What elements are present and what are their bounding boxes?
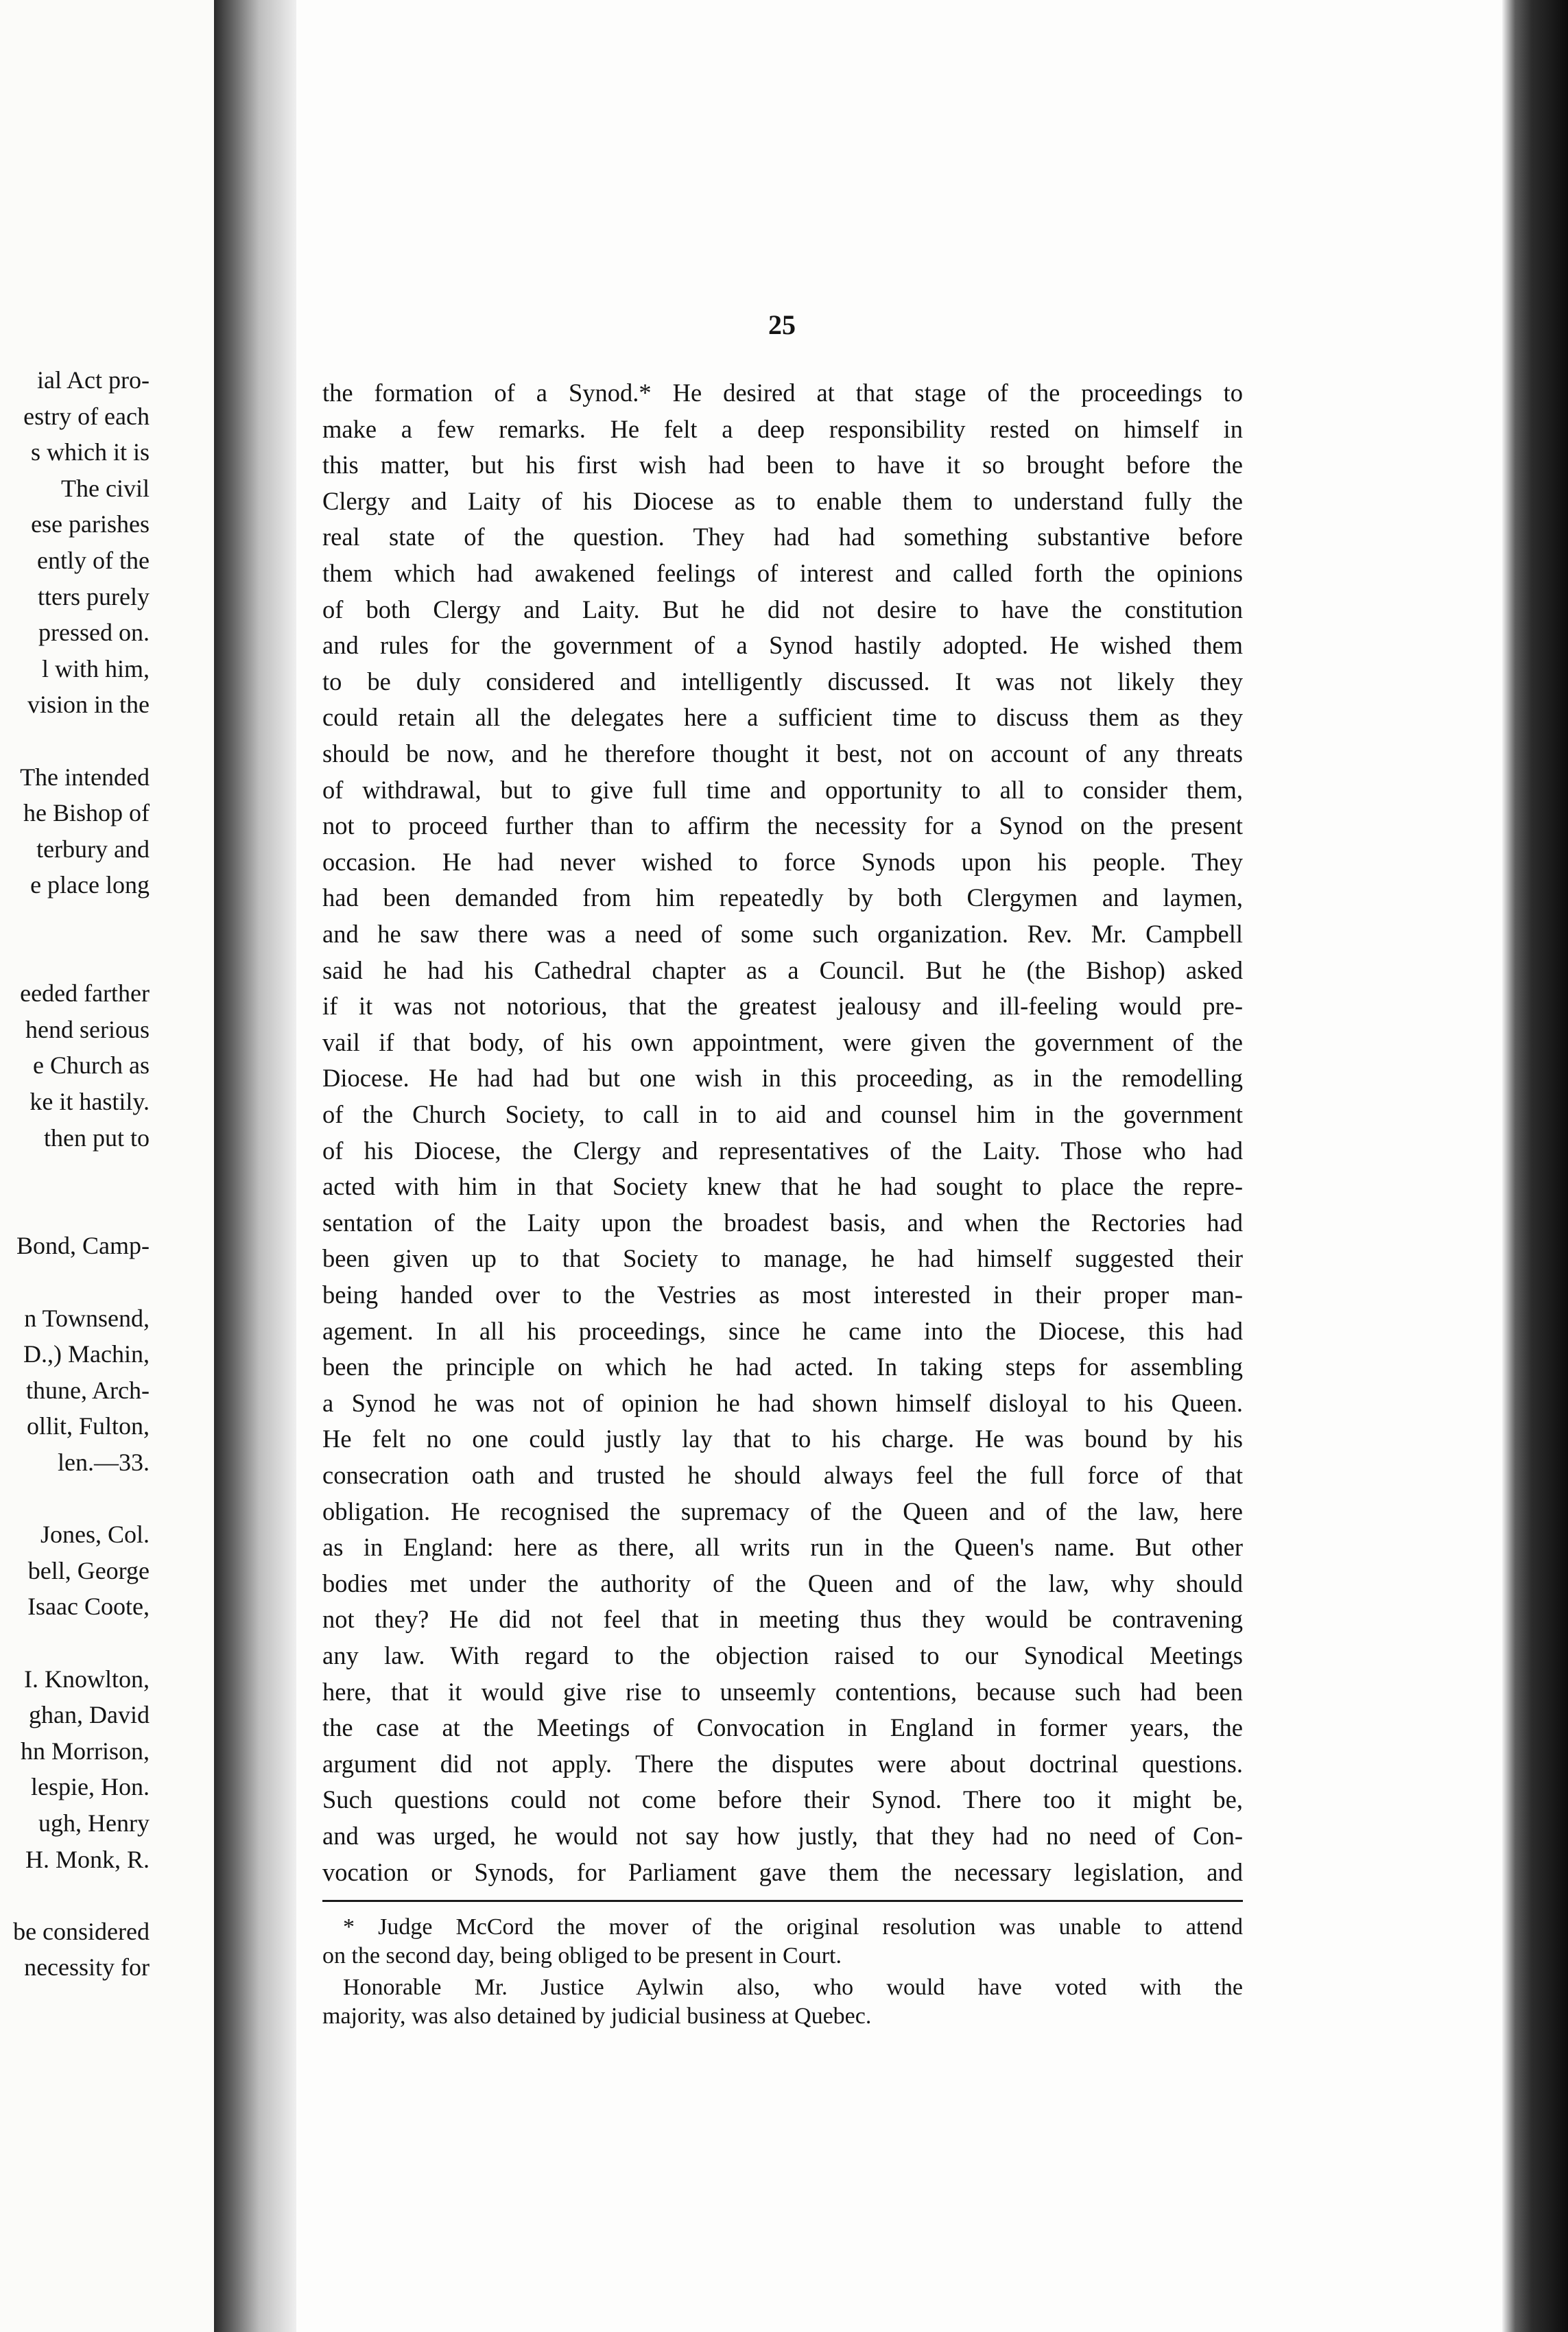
body-line: and was urged, he would not say how justly, that they had no need of Con- — [322, 1822, 1243, 1850]
left-page-line: e Church as — [33, 1051, 150, 1080]
left-page-line: lespie, Hon. — [31, 1773, 150, 1801]
left-page-line: The intended — [20, 763, 150, 791]
left-page-line: ese parishes — [31, 510, 150, 538]
body-line: had been demanded from him repeatedly by both Clergymen and laymen, — [322, 883, 1243, 912]
body-line: vail if that body, of his own appointment, were given the government of the — [322, 1027, 1243, 1056]
body-line: real state of the question. They had had something substantive before — [322, 523, 1243, 551]
body-line: obligation. He recognised the supremacy of the Queen and of the law, here — [322, 1497, 1243, 1525]
body-line: Diocese. He had had but one wish in this proceeding, as in the remodelling — [322, 1064, 1243, 1093]
footnote-line: on the second day, being obliged to be present in Court. — [322, 1943, 842, 1968]
body-line: a Synod he was not of opinion he had shown himself disloyal to his Queen. — [322, 1388, 1243, 1417]
left-page-line: Jones, Col. — [40, 1521, 150, 1549]
body-line: argument did not apply. There the disputes were about doctrinal questions. — [322, 1749, 1243, 1778]
left-page-line: then put to — [44, 1123, 150, 1152]
body-line: as in England: here as there, all writs run in the Queen's name. But other — [322, 1533, 1243, 1562]
left-page-line: ial Act pro- — [37, 366, 150, 394]
body-line: them which had awakened feelings of interest and called forth the opinions — [322, 559, 1243, 587]
left-page-line: eeded farther — [20, 979, 150, 1008]
body-line: bodies met under the authority of the Queen and of the law, why should — [322, 1569, 1243, 1597]
left-page-line: tters purely — [38, 582, 150, 610]
body-line: Such questions could not come before their Synod. There too it might be, — [322, 1785, 1243, 1814]
footnote-rule — [322, 1900, 1243, 1902]
left-page-line: hn Morrison, — [21, 1737, 150, 1765]
body-line: should be now, and he therefore thought it best, not on account of any threats — [322, 739, 1243, 768]
page-edge-shadow — [1502, 0, 1568, 2332]
body-line: said he had his Cathedral chapter as a Council. But he (the Bishop) asked — [322, 955, 1243, 984]
body-line: here, that it would give rise to unseemly contentions, because such had been — [322, 1677, 1243, 1706]
left-page-line: len.—33. — [58, 1449, 150, 1476]
left-page-line: s which it is — [30, 438, 150, 466]
body-line: Clergy and Laity of his Diocese as to enable them to understand fully the — [322, 486, 1243, 515]
body-line: could retain all the delegates here a sufficient time to discuss them as they — [322, 703, 1243, 732]
left-page-fragment — [0, 0, 214, 2332]
left-page-line: D.,) Machin, — [23, 1340, 150, 1368]
left-page-line: he Bishop of — [23, 799, 150, 827]
body-line: sentation of the Laity upon the broadest basis, and when the Rectories had — [322, 1208, 1243, 1237]
left-page-line: thune, Arch- — [26, 1376, 150, 1404]
body-line: of his Diocese, the Clergy and representatives of the Laity. Those who had — [322, 1136, 1243, 1165]
body-line: the case at the Meetings of Convocation in England in former years, the — [322, 1713, 1243, 1742]
body-line: make a few remarks. He felt a deep responsibility rested on himself in — [322, 414, 1243, 443]
book-gutter-shadow — [214, 0, 296, 2332]
left-page-line: terbury and — [36, 835, 150, 863]
left-page-line: estry of each — [23, 402, 150, 430]
left-page-line: e place long — [30, 871, 150, 899]
left-page-line: bell, George — [27, 1556, 150, 1584]
body-line: been given up to that Society to manage, he had himself suggested their — [322, 1244, 1243, 1273]
footnote-line: majority, was also detained by judicial business at Quebec. — [322, 2003, 872, 2029]
body-line: vocation or Synods, for Parliament gave them the necessary legislation, and — [322, 1857, 1243, 1886]
body-line: being handed over to the Vestries as most interested in their proper man- — [322, 1281, 1243, 1309]
left-page-line: n Townsend, — [24, 1304, 150, 1332]
body-line: and he saw there was a need of some such organization. Rev. Mr. Campbell — [322, 920, 1243, 948]
body-line: consecration oath and trusted he should always feel the full force of that — [322, 1461, 1243, 1489]
left-page-line: ugh, Henry — [38, 1809, 150, 1837]
left-page-line: H. Monk, R. — [25, 1845, 150, 1873]
body-line: agement. In all his proceedings, since he came into the Diocese, this had — [322, 1316, 1243, 1345]
body-line: He felt no one could justly lay that to his charge. He was bound by his — [322, 1425, 1243, 1453]
body-line: acted with him in that Society knew that he had sought to place the repre- — [322, 1172, 1243, 1201]
left-page-line: ghan, David — [29, 1701, 150, 1729]
left-page-line: l with him, — [41, 654, 150, 682]
body-line: the formation of a Synod.* He desired at that stage of the proceedings to — [322, 379, 1243, 407]
body-line: been the principle on which he had acted. In taking steps for assembling — [322, 1353, 1243, 1381]
footnote-line: Honorable Mr. Justice Aylwin also, who would have voted with the — [343, 1975, 1243, 2000]
footnote-line: * Judge McCord the mover of the original resolution was unable to attend — [343, 1914, 1243, 1940]
left-page-line: ollit, Fulton, — [26, 1412, 150, 1440]
left-page-line: Bond, Camp- — [16, 1232, 150, 1260]
body-line: any law. With regard to the objection raised to our Synodical Meetings — [322, 1641, 1243, 1669]
left-page-line: The civil — [61, 474, 150, 502]
left-page-line: ke it hastily. — [29, 1088, 150, 1115]
body-line: occasion. He had never wished to force Synods upon his people. They — [322, 847, 1243, 876]
page-number: 25 — [768, 309, 796, 340]
left-page-line: vision in the — [27, 691, 150, 719]
left-page-line: pressed on. — [38, 619, 150, 647]
body-line: of the Church Society, to call in to aid and counsel him in the government — [322, 1100, 1243, 1128]
left-page-line: be considered — [13, 1917, 150, 1945]
left-page-line: hend serious — [25, 1015, 150, 1043]
body-line: of withdrawal, but to give full time and opportunity to all to consider them, — [322, 775, 1243, 804]
body-line: to be duly considered and intelligently discussed. It was not likely they — [322, 667, 1243, 695]
left-page-line: necessity for — [24, 1953, 150, 1982]
body-line: and rules for the government of a Synod hastily adopted. He wished them — [322, 631, 1243, 660]
left-page-line: Isaac Coote, — [27, 1593, 150, 1621]
body-line: this matter, but his first wish had been to have it so brought before the — [322, 451, 1243, 479]
body-line: of both Clergy and Laity. But he did not desire to have the constitution — [322, 595, 1243, 623]
left-page-line: I. Knowlton, — [24, 1665, 150, 1693]
body-line: if it was not notorious, that the greatest jealousy and ill-feeling would pre- — [322, 992, 1243, 1021]
body-line: not to proceed further than to affirm the necessity for a Synod on the present — [322, 811, 1243, 840]
body-line: not they? He did not feel that in meeting thus they would be contravening — [322, 1605, 1243, 1634]
left-page-line: ently of the — [37, 547, 150, 574]
